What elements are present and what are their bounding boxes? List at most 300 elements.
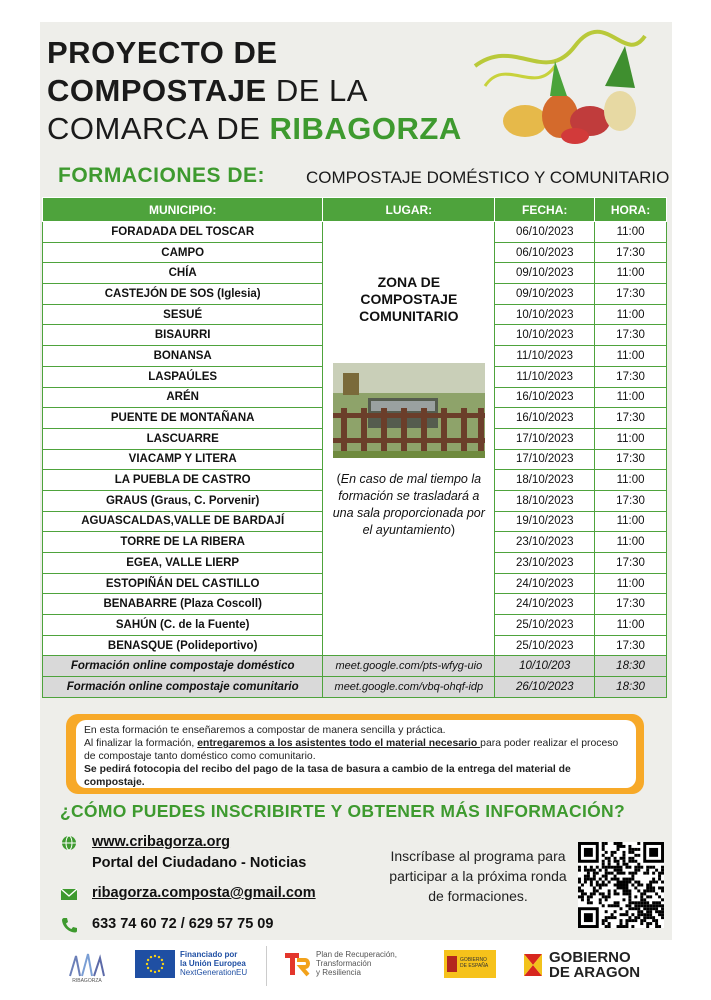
qr-module <box>631 919 634 922</box>
qr-module <box>584 869 587 872</box>
qr-module <box>661 881 664 884</box>
qr-module <box>605 866 608 869</box>
eu-star <box>150 956 152 958</box>
qr-module <box>640 898 643 901</box>
qr-module <box>596 884 599 887</box>
municipio-cell: PUENTE DE MONTAÑANA <box>43 408 323 429</box>
qr-module <box>646 884 649 887</box>
fecha-cell: 25/10/2023 <box>495 635 595 656</box>
municipio-cell: LA PUEBLA DE CASTRO <box>43 470 323 491</box>
qr-module <box>593 892 596 895</box>
fecha-cell: 06/10/2023 <box>495 242 595 263</box>
qr-module <box>661 898 664 901</box>
qr-module <box>614 884 617 887</box>
qr-module <box>602 922 605 925</box>
qr-module <box>622 884 625 887</box>
qr-module <box>584 881 587 884</box>
qr-module <box>637 913 640 916</box>
municipio-cell: BONANSA <box>43 346 323 367</box>
qr-module <box>661 904 664 907</box>
qr-module <box>602 919 605 922</box>
qr-module <box>622 892 625 895</box>
qr-module <box>649 848 658 857</box>
qr-module <box>643 913 646 916</box>
qr-module <box>620 925 623 928</box>
email-link[interactable]: ribagorza.composta@gmail.com <box>92 885 316 901</box>
qr-module <box>631 907 634 910</box>
qr-module <box>649 866 652 869</box>
qr-module <box>608 866 611 869</box>
qr-module <box>628 848 631 851</box>
phone-icon <box>60 917 78 933</box>
info-p2-underlined: entregaremos a los asistentes todo el material necesario <box>197 738 481 749</box>
qr-module <box>614 860 617 863</box>
qr-module <box>658 904 661 907</box>
qr-module <box>658 875 661 878</box>
hora-cell: 11:00 <box>595 470 667 491</box>
qr-module <box>620 922 623 925</box>
qr-module <box>652 886 655 889</box>
qr-module <box>625 889 628 892</box>
qr-module <box>611 916 614 919</box>
qr-module <box>625 863 628 866</box>
eu-star <box>154 955 156 957</box>
municipio-cell: SAHÚN (C. de la Fuente) <box>43 615 323 636</box>
qr-module <box>622 851 625 854</box>
qr-module <box>578 866 581 869</box>
qr-module <box>634 916 637 919</box>
fecha-cell: 18/10/2023 <box>495 490 595 511</box>
online-title-cell: Formación online compostaje comunitario <box>43 677 323 698</box>
qr-module <box>578 869 581 872</box>
qr-module <box>658 895 661 898</box>
qr-module <box>637 854 640 857</box>
qr-module <box>640 904 643 907</box>
eu-star <box>147 959 149 961</box>
qr-module <box>587 898 590 901</box>
qr-module <box>652 881 655 884</box>
qr-module <box>643 872 646 875</box>
qr-module <box>646 895 649 898</box>
hora-cell: 17:30 <box>595 284 667 305</box>
qr-module <box>637 869 640 872</box>
qr-module <box>625 904 628 907</box>
qr-module <box>652 904 655 907</box>
qr-module <box>634 848 637 851</box>
qr-module <box>596 866 599 869</box>
qr-module <box>584 878 587 881</box>
note-open-paren: ( <box>336 472 341 486</box>
qr-module <box>620 866 623 869</box>
qr-module <box>605 857 608 860</box>
qr-module <box>640 913 643 916</box>
schedule-table <box>42 197 667 698</box>
qr-module <box>655 869 658 872</box>
qr-module <box>646 901 649 904</box>
qr-module <box>611 878 614 881</box>
municipio-cell: ARÉN <box>43 387 323 408</box>
qr-module <box>634 881 637 884</box>
eu-star <box>154 971 156 973</box>
gobierno-espana-text: GOBIERNO DE ESPAÑA <box>460 957 489 969</box>
formaciones-label: FORMACIONES DE: <box>58 164 265 187</box>
online-title-cell: Formación online compostaje doméstico <box>43 656 323 677</box>
qr-module <box>590 866 593 869</box>
info-paragraph-1: En esta formación te enseñaremos a compostar de manera sencilla y práctica. <box>84 725 446 736</box>
qr-module <box>646 904 649 907</box>
qr-module <box>614 910 617 913</box>
qr-module <box>643 919 646 922</box>
qr-module <box>605 895 608 898</box>
municipio-cell: SESUÉ <box>43 304 323 325</box>
qr-module <box>596 889 599 892</box>
qr-module <box>614 842 617 845</box>
qr-module <box>637 904 640 907</box>
qr-module <box>658 925 661 928</box>
qr-module <box>631 875 634 878</box>
qr-module <box>587 875 590 878</box>
qr-module <box>602 845 605 848</box>
qr-module <box>631 872 634 875</box>
qr-module <box>637 842 640 845</box>
qr-module <box>628 892 631 895</box>
qr-module <box>617 872 620 875</box>
qr-module <box>646 872 649 875</box>
qr-module <box>599 884 602 887</box>
meet-link-cell[interactable]: meet.google.com/pts-wfyg-uio <box>323 656 495 677</box>
fecha-cell: 10/10/2023 <box>495 304 595 325</box>
qr-module <box>620 919 623 922</box>
qr-module <box>646 869 649 872</box>
qr-module <box>602 860 605 863</box>
qr-module <box>622 857 625 860</box>
hora-cell: 17:30 <box>595 594 667 615</box>
municipio-cell: CHÍA <box>43 263 323 284</box>
qr-module <box>646 866 649 869</box>
hora-cell: 11:00 <box>595 511 667 532</box>
qr-module <box>581 898 584 901</box>
qr-module <box>617 863 620 866</box>
fecha-cell: 06/10/2023 <box>495 222 595 243</box>
qr-module <box>661 866 664 869</box>
qr-module <box>614 904 617 907</box>
qr-module <box>637 907 640 910</box>
qr-module <box>593 872 596 875</box>
qr-module <box>631 884 634 887</box>
qr-module <box>596 872 599 875</box>
qr-module <box>622 898 625 901</box>
qr-module <box>655 925 658 928</box>
qr-module <box>652 916 655 919</box>
eu-line-2: la Unión Europea <box>180 959 246 968</box>
qr-module <box>649 904 652 907</box>
municipio-cell: BENASQUE (Polideportivo) <box>43 635 323 656</box>
eu-star <box>146 963 148 965</box>
qr-module <box>628 919 631 922</box>
qr-module <box>658 872 661 875</box>
lugar-cell <box>323 222 495 656</box>
qr-module <box>599 869 602 872</box>
municipio-cell: LASCUARRE <box>43 428 323 449</box>
qr-module <box>614 866 617 869</box>
qr-module <box>649 889 652 892</box>
mail-icon <box>60 886 78 902</box>
fecha-cell: 10/10/2023 <box>495 325 595 346</box>
portal-text: Portal del Ciudadano - Noticias <box>92 855 307 871</box>
globe-icon <box>60 835 78 851</box>
hora-cell: 17:30 <box>595 408 667 429</box>
qr-module <box>602 904 605 907</box>
qr-module <box>649 886 652 889</box>
qr-module <box>652 872 655 875</box>
qr-module <box>643 916 646 919</box>
hora-cell: 11:00 <box>595 263 667 284</box>
qr-module <box>622 845 625 848</box>
qr-module <box>620 913 623 916</box>
qr-module <box>620 845 623 848</box>
qr-module <box>661 916 664 919</box>
fecha-cell: 09/10/2023 <box>495 284 595 305</box>
qr-module <box>602 895 605 898</box>
qr-module <box>617 848 620 851</box>
qr-module <box>622 872 625 875</box>
municipio-cell: TORRE DE LA RIBERA <box>43 532 323 553</box>
qr-module <box>608 925 611 928</box>
hora-cell: 18:30 <box>595 656 667 677</box>
eu-line-1: Financiado por <box>180 950 238 959</box>
footer-logos <box>0 944 711 1000</box>
qr-module <box>602 875 605 878</box>
qr-module <box>617 881 620 884</box>
online-row <box>43 677 667 698</box>
ribagorza-logo-text: RIBAGORZA <box>72 978 102 984</box>
qr-module <box>593 878 596 881</box>
qr-module <box>578 895 581 898</box>
title-line-1: PROYECTO DE <box>47 35 278 70</box>
qr-module <box>634 901 637 904</box>
info-box <box>76 720 636 788</box>
qr-module <box>581 889 584 892</box>
qr-module <box>602 866 605 869</box>
qr-module <box>634 919 637 922</box>
qr-module <box>620 857 623 860</box>
fecha-cell: 26/10/2023 <box>495 677 595 698</box>
hora-cell: 17:30 <box>595 325 667 346</box>
qr-module <box>643 907 646 910</box>
qr-module <box>658 901 661 904</box>
qr-module <box>622 863 625 866</box>
qr-module <box>587 901 590 904</box>
eu-star <box>161 959 163 961</box>
qr-module <box>611 866 614 869</box>
qr-module <box>643 898 646 901</box>
qr-module <box>628 857 631 860</box>
qr-module <box>581 895 584 898</box>
title-ribagorza: RIBAGORZA <box>269 111 462 146</box>
municipio-cell: BISAURRI <box>43 325 323 346</box>
qr-module <box>625 878 628 881</box>
qr-module <box>634 869 637 872</box>
qr-module <box>617 869 620 872</box>
qr-module <box>625 922 628 925</box>
fecha-cell: 17/10/2023 <box>495 449 595 470</box>
qr-module <box>655 910 658 913</box>
qr-module <box>608 872 611 875</box>
qr-module <box>599 886 602 889</box>
qr-module <box>631 857 634 860</box>
qr-module <box>605 884 608 887</box>
qr-module <box>658 886 661 889</box>
municipio-cell: FORADADA DEL TOSCAR <box>43 222 323 243</box>
title-line-3 <box>47 110 462 148</box>
qr-module <box>614 851 617 854</box>
qr-module <box>640 866 643 869</box>
qr-module <box>611 854 614 857</box>
qr-module <box>646 913 649 916</box>
qr-module <box>608 895 611 898</box>
qr-module <box>590 878 593 881</box>
qr-module <box>622 886 625 889</box>
qr-module <box>622 854 625 857</box>
qr-module <box>590 869 593 872</box>
qr-module <box>617 901 620 904</box>
fecha-cell: 10/10/203 <box>495 656 595 677</box>
fecha-cell: 19/10/2023 <box>495 511 595 532</box>
qr-module <box>584 848 593 857</box>
header-lugar: LUGAR: <box>323 198 495 222</box>
qr-module <box>652 878 655 881</box>
qr-module <box>587 878 590 881</box>
municipio-cell: AGUASCALDAS,VALLE DE BARDAJÍ <box>43 511 323 532</box>
qr-module <box>620 886 623 889</box>
qr-module <box>602 848 605 851</box>
hora-cell: 17:30 <box>595 490 667 511</box>
qr-module <box>634 904 637 907</box>
eu-star <box>162 963 164 965</box>
how-to-heading: ¿CÓMO PUEDES INSCRIBIRTE Y OBTENER MÁS INFORMACIÓN? <box>60 801 625 821</box>
qr-module <box>611 913 614 916</box>
qr-module <box>634 860 637 863</box>
qr-module <box>640 895 643 898</box>
qr-module <box>649 895 652 898</box>
qr-module <box>628 878 631 881</box>
qr-module <box>602 854 605 857</box>
qr-module <box>631 901 634 904</box>
qr-module <box>605 875 608 878</box>
qr-module <box>614 857 617 860</box>
qr-module <box>614 901 617 904</box>
qr-module <box>640 892 643 895</box>
hora-cell: 11:00 <box>595 428 667 449</box>
spain-coat-of-arms-icon <box>447 956 457 972</box>
qr-module <box>602 892 605 895</box>
fecha-cell: 16/10/2023 <box>495 408 595 429</box>
qr-module <box>581 884 584 887</box>
qr-module <box>617 925 620 928</box>
qr-module <box>661 886 664 889</box>
qr-module <box>637 881 640 884</box>
qr-module <box>614 916 617 919</box>
qr-module <box>625 919 628 922</box>
qr-module <box>608 857 611 860</box>
qr-module <box>614 875 617 878</box>
qr-module <box>628 872 631 875</box>
municipio-cell: GRAUS (Graus, C. Porvenir) <box>43 490 323 511</box>
website-link[interactable]: www.cribagorza.org <box>92 834 231 850</box>
qr-module <box>634 895 637 898</box>
qr-module <box>590 895 593 898</box>
meet-link-cell[interactable]: meet.google.com/vbq-ohqf-idp <box>323 677 495 698</box>
hora-cell: 11:00 <box>595 222 667 243</box>
qr-module <box>625 881 628 884</box>
qr-module <box>649 910 652 913</box>
qr-module <box>628 898 631 901</box>
qr-module <box>625 892 628 895</box>
qr-module <box>628 851 631 854</box>
qr-module <box>596 881 599 884</box>
qr-module <box>584 875 587 878</box>
municipio-cell: CAMPO <box>43 242 323 263</box>
qr-module <box>622 878 625 881</box>
qr-module <box>599 901 602 904</box>
qr-module <box>608 863 611 866</box>
municipio-cell: EGEA, VALLE LIERP <box>43 553 323 574</box>
qr-module <box>608 881 611 884</box>
qr-module <box>628 904 631 907</box>
formaciones-type: COMPOSTAJE DOMÉSTICO Y COMUNITARIO <box>306 168 670 187</box>
qr-module <box>634 872 637 875</box>
municipio-cell: VIACAMP Y LITERA <box>43 449 323 470</box>
fecha-cell: 11/10/2023 <box>495 366 595 387</box>
qr-module <box>608 916 611 919</box>
hora-cell: 17:30 <box>595 449 667 470</box>
recovery-plan-text <box>316 950 397 977</box>
eu-star <box>147 967 149 969</box>
municipio-cell: CASTEJÓN DE SOS (Iglesia) <box>43 284 323 305</box>
qr-module <box>628 916 631 919</box>
poster-title <box>47 34 462 148</box>
qr-module <box>622 881 625 884</box>
qr-module <box>649 907 652 910</box>
info-p2-post: para poder realizar el proceso de compostaje tanto doméstico como comunitario. <box>84 738 619 762</box>
qr-module <box>661 907 664 910</box>
compost-area-photo <box>333 363 485 458</box>
aragon-line-1: GOBIERNO <box>549 949 631 966</box>
qr-module <box>643 904 646 907</box>
qr-module <box>590 901 593 904</box>
qr-module <box>643 889 646 892</box>
qr-module <box>581 892 584 895</box>
qr-module <box>658 913 661 916</box>
qr-module <box>646 922 649 925</box>
municipio-cell: ESTOPIÑÁN DEL CASTILLO <box>43 573 323 594</box>
qr-module <box>617 845 620 848</box>
qr-module <box>608 892 611 895</box>
eu-flag-icon <box>135 950 175 978</box>
qr-module <box>631 851 634 854</box>
qr-module <box>605 842 608 845</box>
title-compostaje: COMPOSTAJE <box>47 73 267 108</box>
qr-module <box>640 910 643 913</box>
qr-module <box>628 860 631 863</box>
qr-module <box>611 904 614 907</box>
qr-module <box>620 869 623 872</box>
hora-cell: 17:30 <box>595 366 667 387</box>
fecha-cell: 25/10/2023 <box>495 615 595 636</box>
qr-code[interactable] <box>578 842 664 928</box>
qr-module <box>646 925 649 928</box>
qr-module <box>628 845 631 848</box>
